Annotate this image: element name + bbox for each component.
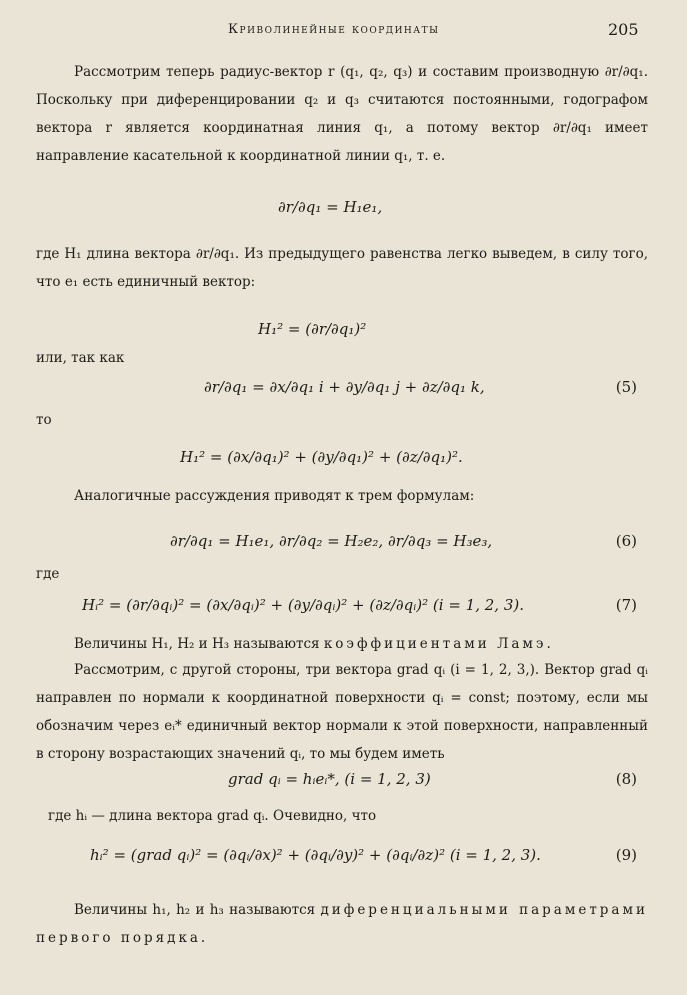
text-then: то: [36, 412, 52, 428]
text-or-since: или, так как: [36, 350, 125, 366]
equation-number-5: (5): [615, 378, 637, 396]
equation-8: grad qᵢ = hᵢeᵢ*, (i = 1, 2, 3): [228, 770, 431, 788]
equation-9: hᵢ² = (grad qᵢ)² = (∂qᵢ/∂x)² + (∂qᵢ/∂y)² + (∂qᵢ/∂z)² (i = 1, 2, 3).: [90, 846, 541, 864]
paragraph-radius-vector: Рассмотрим теперь радиус-вектор r (q₁, q₂, q₃) и составим производную ∂r/∂q₁. Поскольку при диференцировании q₂ и q₃ считаются постоянными, годографом вектора r является координатная линия q₁, а потому вектор ∂r/∂q₁ имеет направление касательной к координатной линии q₁, т. е.: [36, 64, 648, 164]
lame-text: Величины H₁, H₂ и H₃ называются: [74, 636, 320, 652]
paragraph-gradients: Рассмотрим, с другой стороны, три вектора grad qᵢ (i = 1, 2, 3,). Вектор grad qᵢ направлен по нормали к координатной поверхности qᵢ = const; поэтому, если мы обозначим через eᵢ* единичный вектор нормали к этой поверхности, направленный в сторону возрастающих значений qᵢ, то мы будем иметь: [36, 662, 648, 762]
lame-term: коэффициентами Ламэ.: [323, 636, 554, 652]
equation-5: ∂r/∂q₁ = ∂x/∂q₁ i + ∂y/∂q₁ j + ∂z/∂q₁ k,: [204, 378, 485, 396]
equation-c: H₁² = (∂x/∂q₁)² + (∂y/∂q₁)² + (∂z/∂q₁)².: [180, 448, 463, 466]
equation-number-7: (7): [615, 596, 637, 614]
paragraph-length: где H₁ длина вектора ∂r/∂q₁. Из предыдущего равенства легко выведем, в силу того, что e₁ есть единичный вектор:: [36, 246, 648, 290]
paragraph-differential-parameters: [36, 896, 648, 952]
dp-term: диференциальными параметрами первого порядка.: [36, 902, 648, 946]
text-hi-length: где hᵢ — длина вектора grad qᵢ. Очевидно, что: [48, 808, 377, 824]
equation-a: ∂r/∂q₁ = H₁e₁,: [278, 198, 383, 216]
text-where: где: [36, 566, 60, 582]
equation-7: Hᵢ² = (∂r/∂qᵢ)² = (∂x/∂qᵢ)² + (∂y/∂qᵢ)² + (∂z/∂qᵢ)² (i = 1, 2, 3).: [82, 596, 524, 614]
equation-b: H₁² = (∂r/∂q₁)²: [258, 320, 367, 338]
running-header: Криволинейные координаты: [228, 22, 440, 37]
page-number: 205: [608, 20, 639, 39]
dp-text: Величины h₁, h₂ и h₃ называются: [74, 902, 316, 918]
equation-number-6: (6): [615, 532, 637, 550]
paragraph-analogous: Аналогичные рассуждения приводят к трем формулам:: [74, 488, 475, 504]
equation-number-9: (9): [615, 846, 637, 864]
equation-6: ∂r/∂q₁ = H₁e₁, ∂r/∂q₂ = H₂e₂, ∂r/∂q₃ = H₃e₃,: [170, 532, 493, 550]
lame-line: [74, 636, 554, 652]
equation-number-8: (8): [615, 770, 637, 788]
